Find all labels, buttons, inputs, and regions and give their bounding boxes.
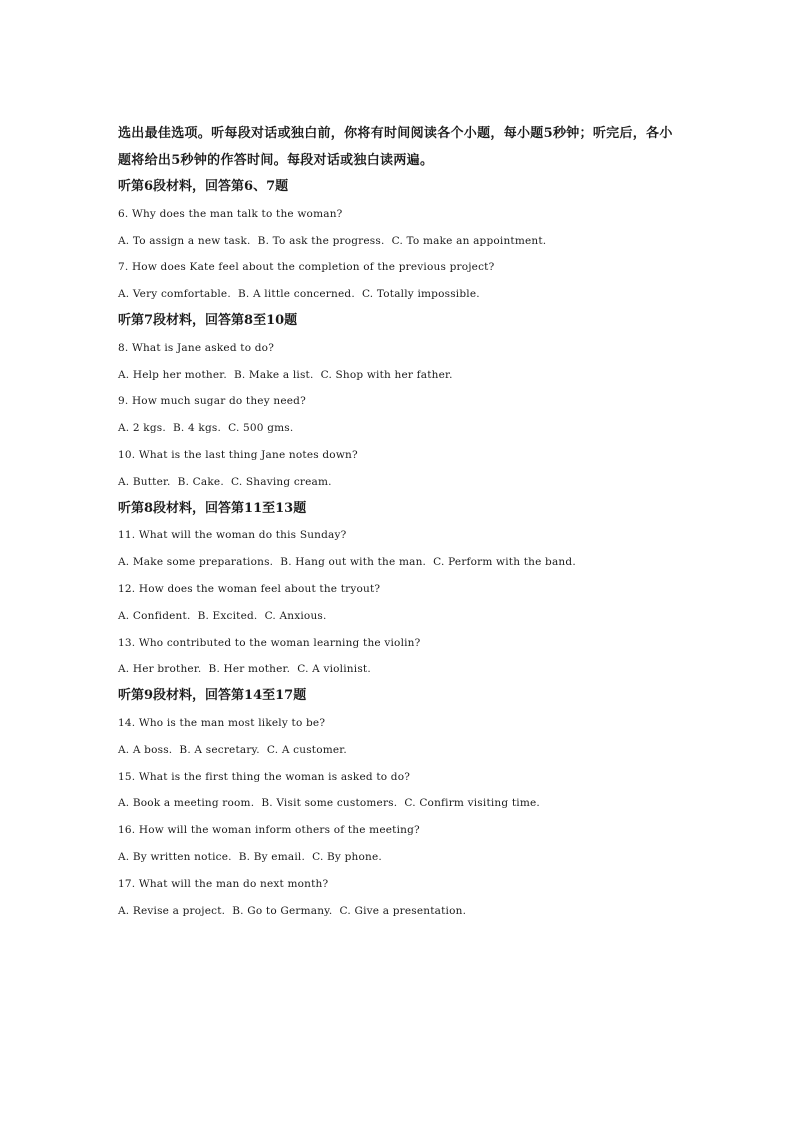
- option-c: C. 500 gms.: [228, 422, 294, 435]
- question-text: 11. What will the woman do this Sunday?: [118, 529, 347, 542]
- answer-options: [118, 656, 678, 683]
- answer-options: [118, 549, 678, 576]
- section: [118, 174, 678, 308]
- question-text: 14. Who is the man most likely to be?: [118, 716, 326, 729]
- option-c: C. Perform with the band.: [433, 556, 576, 569]
- question-text: 15. What is the first thing the woman is asked to do?: [118, 770, 411, 783]
- option-c: C. Give a presentation.: [339, 904, 467, 917]
- section-heading: 听第6段材料，回答第6、7题: [118, 179, 289, 194]
- option-b: B. Make a list.: [233, 368, 314, 381]
- option-b: B. Her mother.: [208, 663, 291, 676]
- option-a: A. Help her mother.: [118, 368, 227, 381]
- question-text: 12. How does the woman feel about the tryout?: [118, 582, 381, 595]
- option-a: A. Confident.: [118, 609, 191, 622]
- answer-options: [118, 415, 678, 442]
- option-b: B. 4 kgs.: [172, 422, 221, 435]
- answer-options: [118, 898, 678, 925]
- option-a: A. By written notice.: [118, 850, 232, 863]
- answer-options: [118, 603, 678, 630]
- option-c: C. To make an appointment.: [391, 234, 547, 247]
- question-text: 13. Who contributed to the woman learning the violin?: [118, 636, 421, 649]
- option-c: C. A violinist.: [297, 663, 371, 676]
- question-text: 6. Why does the man talk to the woman?: [118, 207, 343, 220]
- answer-options: [118, 281, 678, 308]
- option-b: B. A secretary.: [179, 743, 260, 756]
- option-c: C. By phone.: [312, 850, 382, 863]
- answer-options: [118, 844, 678, 871]
- option-a: A. Book a meeting room.: [118, 797, 255, 810]
- option-b: B. Cake.: [177, 475, 224, 488]
- option-a: A. Her brother.: [118, 663, 202, 676]
- option-b: B. To ask the progress.: [257, 234, 385, 247]
- answer-options: [118, 469, 678, 496]
- section: [118, 683, 678, 924]
- option-c: C. Anxious.: [264, 609, 327, 622]
- question-text: 7. How does Kate feel about the completion of the previous project?: [118, 261, 495, 274]
- option-b: B. Go to Germany.: [232, 904, 333, 917]
- answer-options: [118, 362, 678, 389]
- option-b: B. Visit some customers.: [261, 797, 398, 810]
- option-c: C. A customer.: [266, 743, 347, 756]
- section: [118, 496, 678, 684]
- instructions-paragraph: 选出最佳选项。听每段对话或独白前，你将有时间阅读各个小题，每小题5秒钟；听完后，各小题将给出5秒钟的作答时间。每段对话或独白读两遍。: [118, 126, 673, 168]
- option-b: B. Excited.: [197, 609, 258, 622]
- option-a: A. A boss.: [118, 743, 173, 756]
- option-b: B. Hang out with the man.: [280, 556, 427, 569]
- question-text: 16. How will the woman inform others of the meeting?: [118, 824, 420, 837]
- option-b: B. By email.: [238, 850, 305, 863]
- question-text: 17. What will the man do next month?: [118, 877, 329, 890]
- question-text: 10. What is the last thing Jane notes down?: [118, 448, 358, 461]
- option-a: A. Very comfortable.: [118, 288, 231, 301]
- option-c: C. Confirm visiting time.: [404, 797, 540, 810]
- question-text: 9. How much sugar do they need?: [118, 395, 306, 408]
- answer-options: [118, 790, 678, 817]
- option-a: A. Butter.: [118, 475, 171, 488]
- option-c: C. Totally impossible.: [361, 288, 480, 301]
- option-b: B. A little concerned.: [237, 288, 355, 301]
- option-a: A. To assign a new task.: [118, 234, 251, 247]
- option-c: C. Shaving cream.: [230, 475, 332, 488]
- option-c: C. Shop with her father.: [320, 368, 453, 381]
- option-a: A. 2 kgs.: [118, 422, 166, 435]
- question-text: 8. What is Jane asked to do?: [118, 341, 275, 354]
- answer-options: [118, 737, 678, 764]
- section-heading: 听第8段材料，回答第11至13题: [118, 500, 307, 516]
- section: [118, 308, 678, 496]
- document-page: [118, 120, 678, 924]
- option-a: A. Make some preparations.: [118, 556, 274, 569]
- section-heading: 听第7段材料，回答第8至10题: [118, 312, 298, 328]
- answer-options: [118, 228, 678, 255]
- option-a: A. Revise a project.: [118, 904, 226, 917]
- section-heading: 听第9段材料，回答第14至17题: [118, 688, 307, 704]
